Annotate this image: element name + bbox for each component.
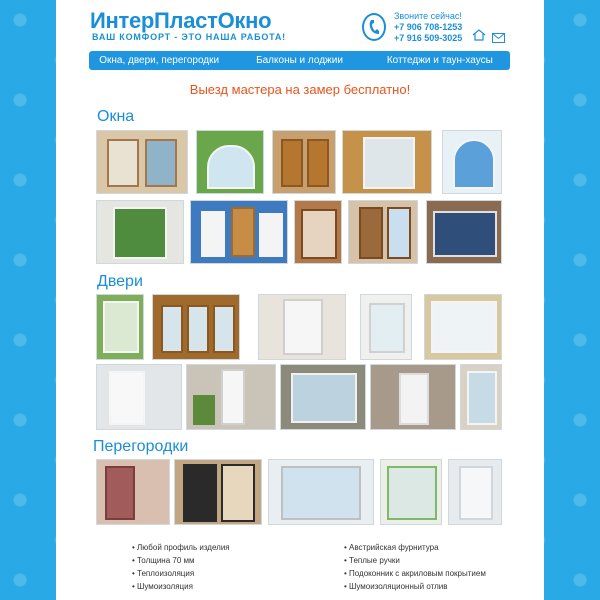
feature-item: • Шумоизоляция: [132, 580, 322, 593]
gallery-thumb[interactable]: [174, 459, 262, 525]
main-nav: [89, 51, 510, 70]
gallery-thumb[interactable]: [460, 364, 502, 430]
phone-number-2[interactable]: +7 916 509-3025: [394, 33, 463, 43]
feature-item: • Подоконник с акриловым покрытием: [344, 567, 534, 580]
gallery-thumb[interactable]: [272, 130, 336, 194]
feature-item: • Толщина 70 мм: [132, 554, 322, 567]
page-container: [56, 0, 544, 600]
gallery-thumb[interactable]: [96, 294, 144, 360]
gallery-thumb[interactable]: [426, 200, 502, 264]
gallery-thumb[interactable]: [342, 130, 432, 194]
gallery-thumb[interactable]: [96, 459, 170, 525]
gallery-thumb[interactable]: [258, 294, 346, 360]
phone-icon: [362, 13, 386, 41]
features-col-right: [344, 541, 534, 593]
nav-item-balconies[interactable]: Балконы и лоджии: [256, 55, 343, 66]
gallery-thumb[interactable]: [96, 130, 188, 194]
call-now-label: Звоните сейчас!: [394, 11, 462, 21]
mail-icon[interactable]: [492, 30, 505, 48]
gallery-thumb[interactable]: [424, 294, 502, 360]
home-icon[interactable]: [472, 28, 486, 46]
gallery-thumb[interactable]: [448, 459, 502, 525]
gallery-thumb[interactable]: [442, 130, 502, 194]
gallery-thumb[interactable]: [360, 294, 412, 360]
gallery-thumb[interactable]: [196, 130, 264, 194]
feature-item: • Любой профиль изделия: [132, 541, 322, 554]
phone-number-1[interactable]: +7 906 708-1253: [394, 22, 463, 32]
feature-item: • Теплоизоляция: [132, 567, 322, 580]
logo-slogan: ВАШ КОМФОРТ - ЭТО НАША РАБОТА!: [92, 32, 286, 42]
nav-item-cottages[interactable]: Коттеджи и таун-хаусы: [386, 55, 493, 66]
feature-item: • Шумоизоляционный отлив: [344, 580, 534, 593]
gallery-thumb[interactable]: [96, 200, 184, 264]
gallery-thumb[interactable]: [190, 200, 288, 264]
features-col-left: [132, 541, 322, 593]
section-title-windows: Окна: [97, 108, 135, 125]
logo-title[interactable]: ИнтерПластОкно: [90, 8, 272, 33]
gallery-thumb[interactable]: [280, 364, 366, 430]
feature-item: • Теплые ручки: [344, 554, 534, 567]
section-title-partitions: Перегородки: [93, 438, 189, 455]
gallery-thumb[interactable]: [380, 459, 442, 525]
gallery-thumb[interactable]: [96, 364, 182, 430]
section-title-doors: Двери: [97, 273, 143, 290]
promo-banner[interactable]: Выезд мастера на замер бесплатно!: [189, 82, 411, 97]
gallery-thumb[interactable]: [268, 459, 374, 525]
feature-item: • Австрийская фурнитура: [344, 541, 534, 554]
gallery-thumb[interactable]: [370, 364, 456, 430]
gallery-thumb[interactable]: [348, 200, 418, 264]
nav-item-windows-doors[interactable]: Окна, двери, перегородки: [99, 55, 220, 66]
gallery-thumb[interactable]: [152, 294, 240, 360]
gallery-thumb[interactable]: [186, 364, 276, 430]
site-header: [56, 0, 544, 48]
gallery-thumb[interactable]: [294, 200, 342, 264]
